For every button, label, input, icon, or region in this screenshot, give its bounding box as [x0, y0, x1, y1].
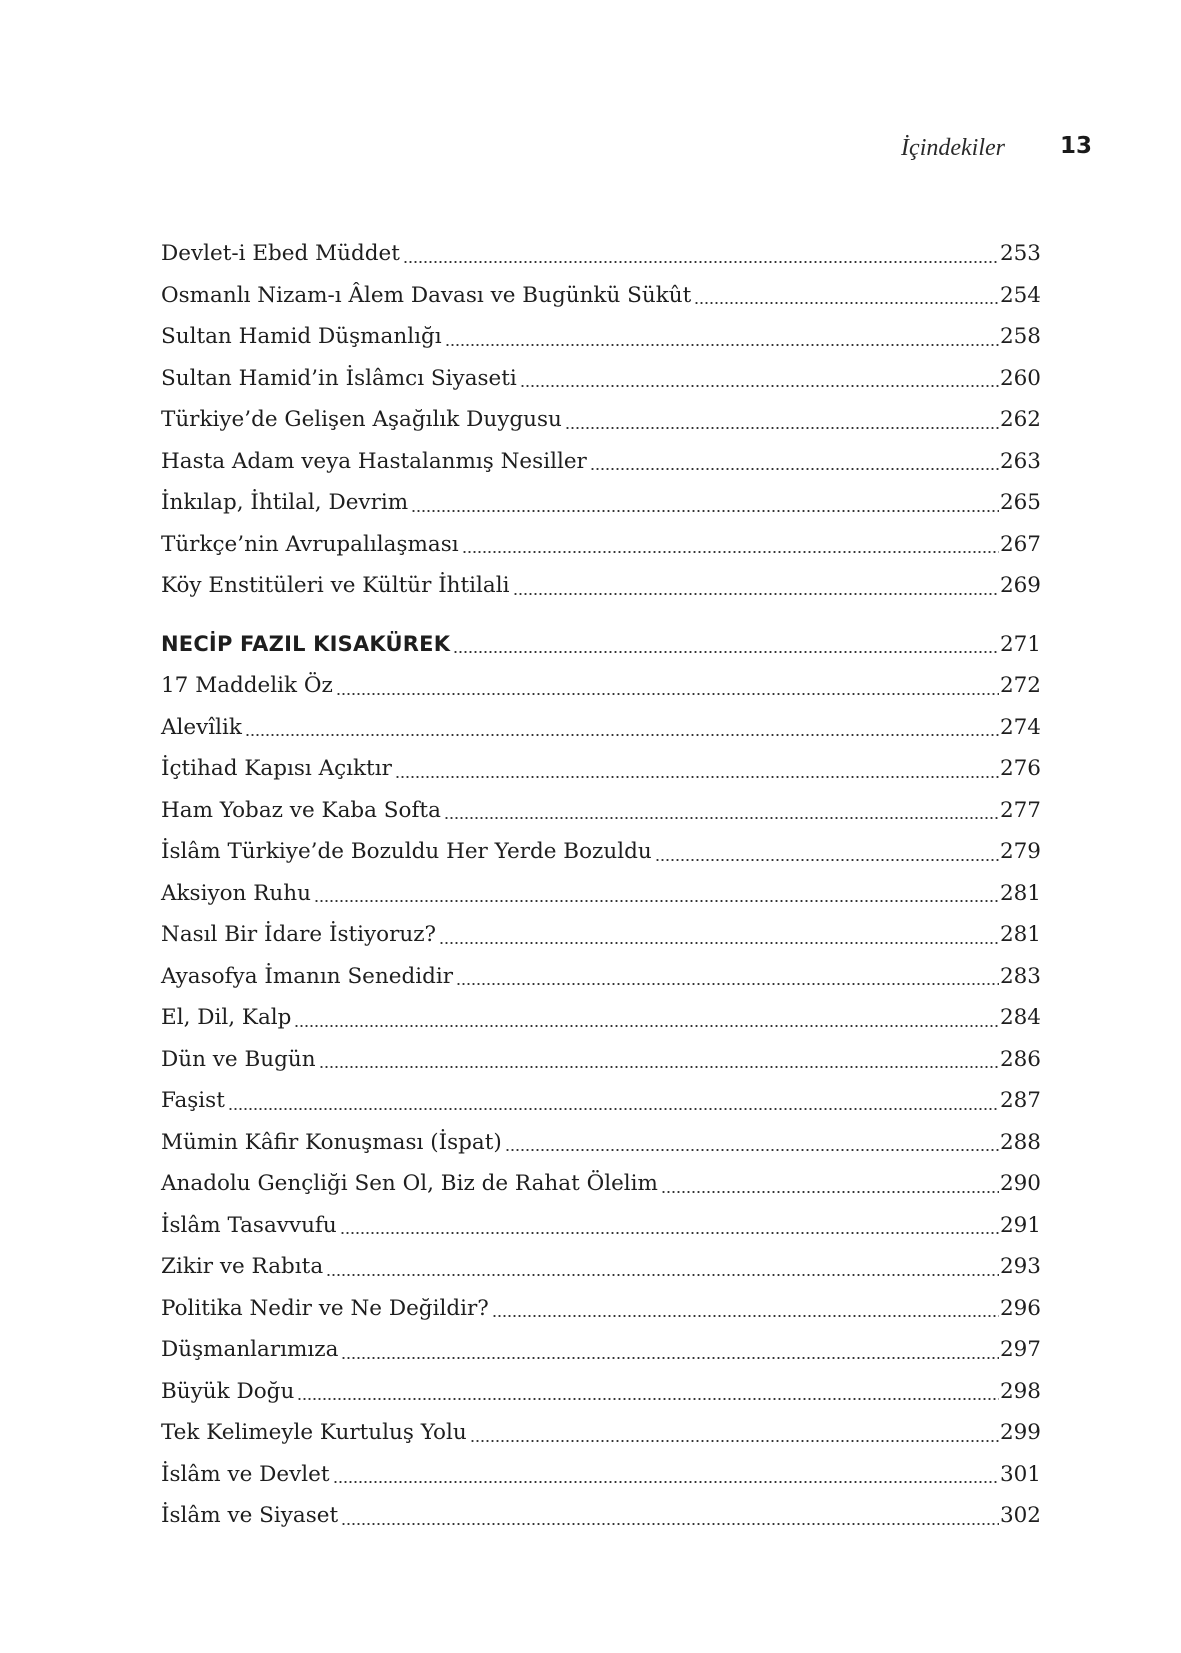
toc-entry [161, 233, 1041, 275]
toc-entry-title: 17 Maddelik Öz [161, 673, 333, 698]
toc-entry-title: Alevîlik [161, 714, 242, 740]
toc-entry [161, 1163, 1041, 1205]
toc-entry [161, 956, 1041, 998]
toc-entry-title: Dün ve Bugün [161, 1046, 316, 1072]
toc-entry-page: 263 [999, 448, 1041, 474]
toc-entry [161, 1288, 1041, 1330]
toc-entry-page: 296 [999, 1295, 1041, 1321]
toc-entry-title: Devlet-i Ebed Müddet [161, 241, 400, 266]
toc-entry-title: Osmanlı Nizam-ı Âlem Davası ve Bugünkü Sükût [161, 282, 692, 308]
toc-entry-page: 258 [999, 324, 1041, 349]
dot-leader [297, 1396, 999, 1402]
toc-entry-page: 286 [999, 1046, 1041, 1072]
running-header [0, 133, 1181, 173]
toc-entry-title: İslâm Tasavvufu [161, 1212, 337, 1238]
toc-entry-page: 265 [999, 490, 1041, 515]
dot-leader [445, 342, 999, 348]
toc-entry [161, 1205, 1041, 1247]
dot-leader [228, 1106, 999, 1112]
toc-entry-title: Aksiyon Ruhu [161, 880, 311, 906]
toc-entry [161, 441, 1041, 483]
toc-entry-page: 281 [999, 922, 1041, 947]
toc-entry-page: 262 [999, 407, 1041, 432]
running-title: İçindekiler [901, 135, 1005, 161]
toc-entry-page: 253 [999, 241, 1041, 266]
toc-entry [161, 316, 1041, 358]
toc-entry-title: Türkçe’nin Avrupalılaşması [161, 531, 459, 557]
dot-leader [520, 383, 999, 389]
toc-entry-title: Sultan Hamid Düşmanlığı [161, 324, 442, 349]
toc-entry-title: Sultan Hamid’in İslâmcı Siyaseti [161, 365, 517, 391]
dot-leader [411, 508, 999, 514]
toc-entry-title: Mümin Kâfir Konuşması (İspat) [161, 1129, 502, 1155]
toc-entry [161, 914, 1041, 956]
dot-leader [326, 1272, 999, 1278]
toc-entry [161, 1246, 1041, 1288]
toc-group-section [161, 624, 1041, 1537]
toc-entry-title: Türkiye’de Gelişen Aşağılık Duygusu [161, 407, 562, 432]
toc-entry-title: İslâm Türkiye’de Bozuldu Her Yerde Bozuldu [161, 839, 652, 864]
toc-entry-page: 254 [999, 282, 1041, 308]
dot-leader [453, 649, 999, 655]
dot-leader [341, 1355, 999, 1361]
dot-leader [341, 1521, 999, 1527]
toc-entry [161, 1495, 1041, 1537]
toc-entry-title: Büyük Doğu [161, 1378, 295, 1404]
toc-entry [161, 665, 1041, 707]
toc-entry-title: Tek Kelimeyle Kurtuluş Yolu [161, 1420, 467, 1445]
toc-entry-title: İçtihad Kapısı Açıktır [161, 756, 392, 781]
toc-entry [161, 1454, 1041, 1496]
dot-leader [294, 1023, 999, 1029]
dot-leader [403, 259, 999, 265]
dot-leader [492, 1313, 999, 1319]
dot-leader [470, 1438, 999, 1444]
toc-entry [161, 997, 1041, 1039]
toc-entry-title: Zikir ve Rabıta [161, 1254, 324, 1279]
toc-group-continued [161, 233, 1041, 607]
toc-entry-title: Hasta Adam veya Hastalanmış Nesiller [161, 448, 587, 474]
toc-entry [161, 399, 1041, 441]
toc-entry-title: Köy Enstitüleri ve Kültür İhtilali [161, 573, 510, 598]
toc-entry-title: Politika Nedir ve Ne Değildir? [161, 1295, 489, 1321]
toc-entry-page: 260 [999, 365, 1041, 391]
toc-entry-title: Nasıl Bir İdare İstiyoruz? [161, 922, 437, 947]
toc-entry [161, 275, 1041, 317]
toc-entry-page: 283 [999, 963, 1041, 989]
toc-entry [161, 831, 1041, 873]
dot-leader [444, 815, 999, 821]
toc-entry [161, 1412, 1041, 1454]
toc-section-heading [161, 624, 1041, 666]
dot-leader [505, 1147, 999, 1153]
toc-entry-page: 276 [999, 756, 1041, 781]
dot-leader [655, 857, 999, 863]
toc-entry-page: 302 [999, 1503, 1041, 1528]
toc-entry-page: 269 [999, 573, 1041, 598]
dot-leader [245, 732, 999, 738]
toc-entry-title: Ham Yobaz ve Kaba Softa [161, 797, 441, 823]
toc-entry-page: 291 [999, 1212, 1041, 1238]
toc-entry [161, 1371, 1041, 1413]
toc-entry-page: 301 [999, 1461, 1041, 1487]
toc-entry-page: 279 [999, 839, 1041, 864]
dot-leader [590, 466, 999, 472]
dot-leader [462, 549, 999, 555]
toc-entry-title: Düşmanlarımıza [161, 1337, 339, 1362]
dot-leader [456, 981, 999, 987]
toc-entry-title: İslâm ve Siyaset [161, 1503, 339, 1528]
toc-entry [161, 1080, 1041, 1122]
toc-entry [161, 1329, 1041, 1371]
toc-entry-page: 287 [999, 1088, 1041, 1113]
dot-leader [340, 1230, 999, 1236]
toc-entry [161, 707, 1041, 749]
dot-leader [319, 1064, 999, 1070]
toc-entry [161, 482, 1041, 524]
toc-entry [161, 524, 1041, 566]
dot-leader [513, 591, 999, 597]
dot-leader [565, 425, 999, 431]
dot-leader [694, 300, 999, 306]
toc-entry-page: 272 [999, 673, 1041, 698]
toc-entry-title: NECİP FAZIL KISAKÜREK [161, 631, 451, 656]
toc-entry-page: 298 [999, 1378, 1041, 1404]
dot-leader [333, 1479, 999, 1485]
dot-leader [661, 1189, 999, 1195]
dot-leader [314, 898, 999, 904]
table-of-contents [161, 233, 1041, 1537]
toc-entry-page: 274 [999, 714, 1041, 740]
toc-entry-page: 288 [999, 1129, 1041, 1155]
toc-entry-title: İnkılap, İhtilal, Devrim [161, 490, 409, 515]
toc-entry [161, 873, 1041, 915]
page-number: 13 [1059, 133, 1092, 159]
toc-entry [161, 790, 1041, 832]
toc-entry-title: Faşist [161, 1088, 225, 1113]
toc-entry-title: İslâm ve Devlet [161, 1461, 330, 1487]
toc-entry-page: 297 [999, 1337, 1041, 1362]
toc-entry-page: 271 [999, 631, 1041, 657]
toc-entry-page: 290 [999, 1171, 1041, 1196]
toc-entry-title: El, Dil, Kalp [161, 1005, 292, 1030]
toc-entry-page: 299 [999, 1420, 1041, 1445]
toc-entry-title: Ayasofya İmanın Senedidir [161, 963, 454, 989]
toc-entry-page: 277 [999, 797, 1041, 823]
dot-leader [336, 691, 999, 697]
toc-entry [161, 565, 1041, 607]
toc-entry-title: Anadolu Gençliği Sen Ol, Biz de Rahat Ölelim [161, 1171, 658, 1196]
toc-entry [161, 358, 1041, 400]
toc-entry-page: 281 [999, 880, 1041, 906]
toc-entry-page: 267 [999, 531, 1041, 557]
dot-leader [395, 774, 999, 780]
toc-entry [161, 1039, 1041, 1081]
dot-leader [439, 940, 999, 946]
toc-entry [161, 1122, 1041, 1164]
toc-entry [161, 748, 1041, 790]
toc-entry-page: 293 [999, 1254, 1041, 1279]
toc-entry-page: 284 [999, 1005, 1041, 1030]
